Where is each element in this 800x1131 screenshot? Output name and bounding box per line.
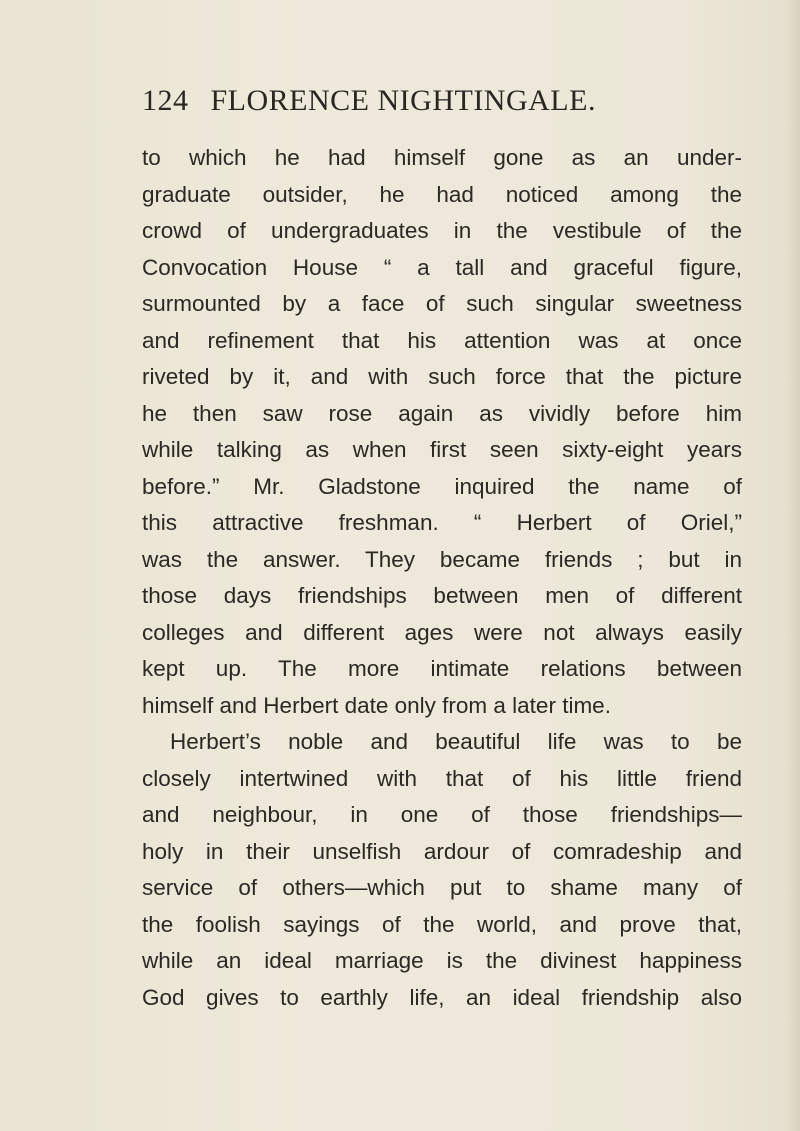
text-line: this attractive freshman. “ Herbert of Oriel,” [142, 510, 742, 535]
running-title: FLORENCE NIGHTINGALE. [210, 84, 596, 117]
body-text [142, 140, 742, 1016]
running-header [142, 84, 596, 118]
text-line: himself and Herbert date only from a later time. [142, 692, 611, 718]
text-line: service of others—which put to shame many of [142, 875, 742, 900]
text-line: Convocation House “ a tall and graceful figure, [142, 254, 742, 280]
text-line: graduate outsider, he had noticed among the [142, 181, 742, 207]
text-line: Herbert’s noble and beautiful life was to be [170, 729, 742, 754]
text-line: closely intertwined with that of his little friend [142, 765, 742, 791]
text-line: and neighbour, in one of those friendships— [142, 802, 742, 827]
text-line: the foolish sayings of the world, and prove that, [142, 911, 742, 937]
text-line: he then saw rose again as vividly before him [142, 400, 742, 426]
text-line: kept up. The more intimate relations between [142, 656, 742, 681]
text-line: colleges and different ages were not always easily [142, 619, 742, 645]
text-line: while talking as when first seen sixty-eight years [142, 437, 742, 462]
text-line: surmounted by a face of such singular sweetness [142, 291, 742, 316]
text-line: to which he had himself gone as an under- [142, 145, 742, 170]
text-line: riveted by it, and with such force that the picture [142, 364, 742, 389]
page-number: 124 [142, 84, 189, 117]
text-line: while an ideal marriage is the divinest happiness [142, 948, 742, 973]
text-line: holy in their unselfish ardour of comradeship and [142, 838, 742, 864]
text-line: those days friendships between men of different [142, 583, 742, 608]
text-line: was the answer. They became friends ; but in [142, 546, 742, 572]
text-line: God gives to earthly life, an ideal friendship also [142, 984, 742, 1010]
page-edge-shadow [786, 0, 800, 1131]
text-line: crowd of undergraduates in the vestibule of the [142, 218, 742, 243]
text-line: before.” Mr. Gladstone inquired the name of [142, 473, 742, 499]
text-line: and refinement that his attention was at once [142, 327, 742, 353]
